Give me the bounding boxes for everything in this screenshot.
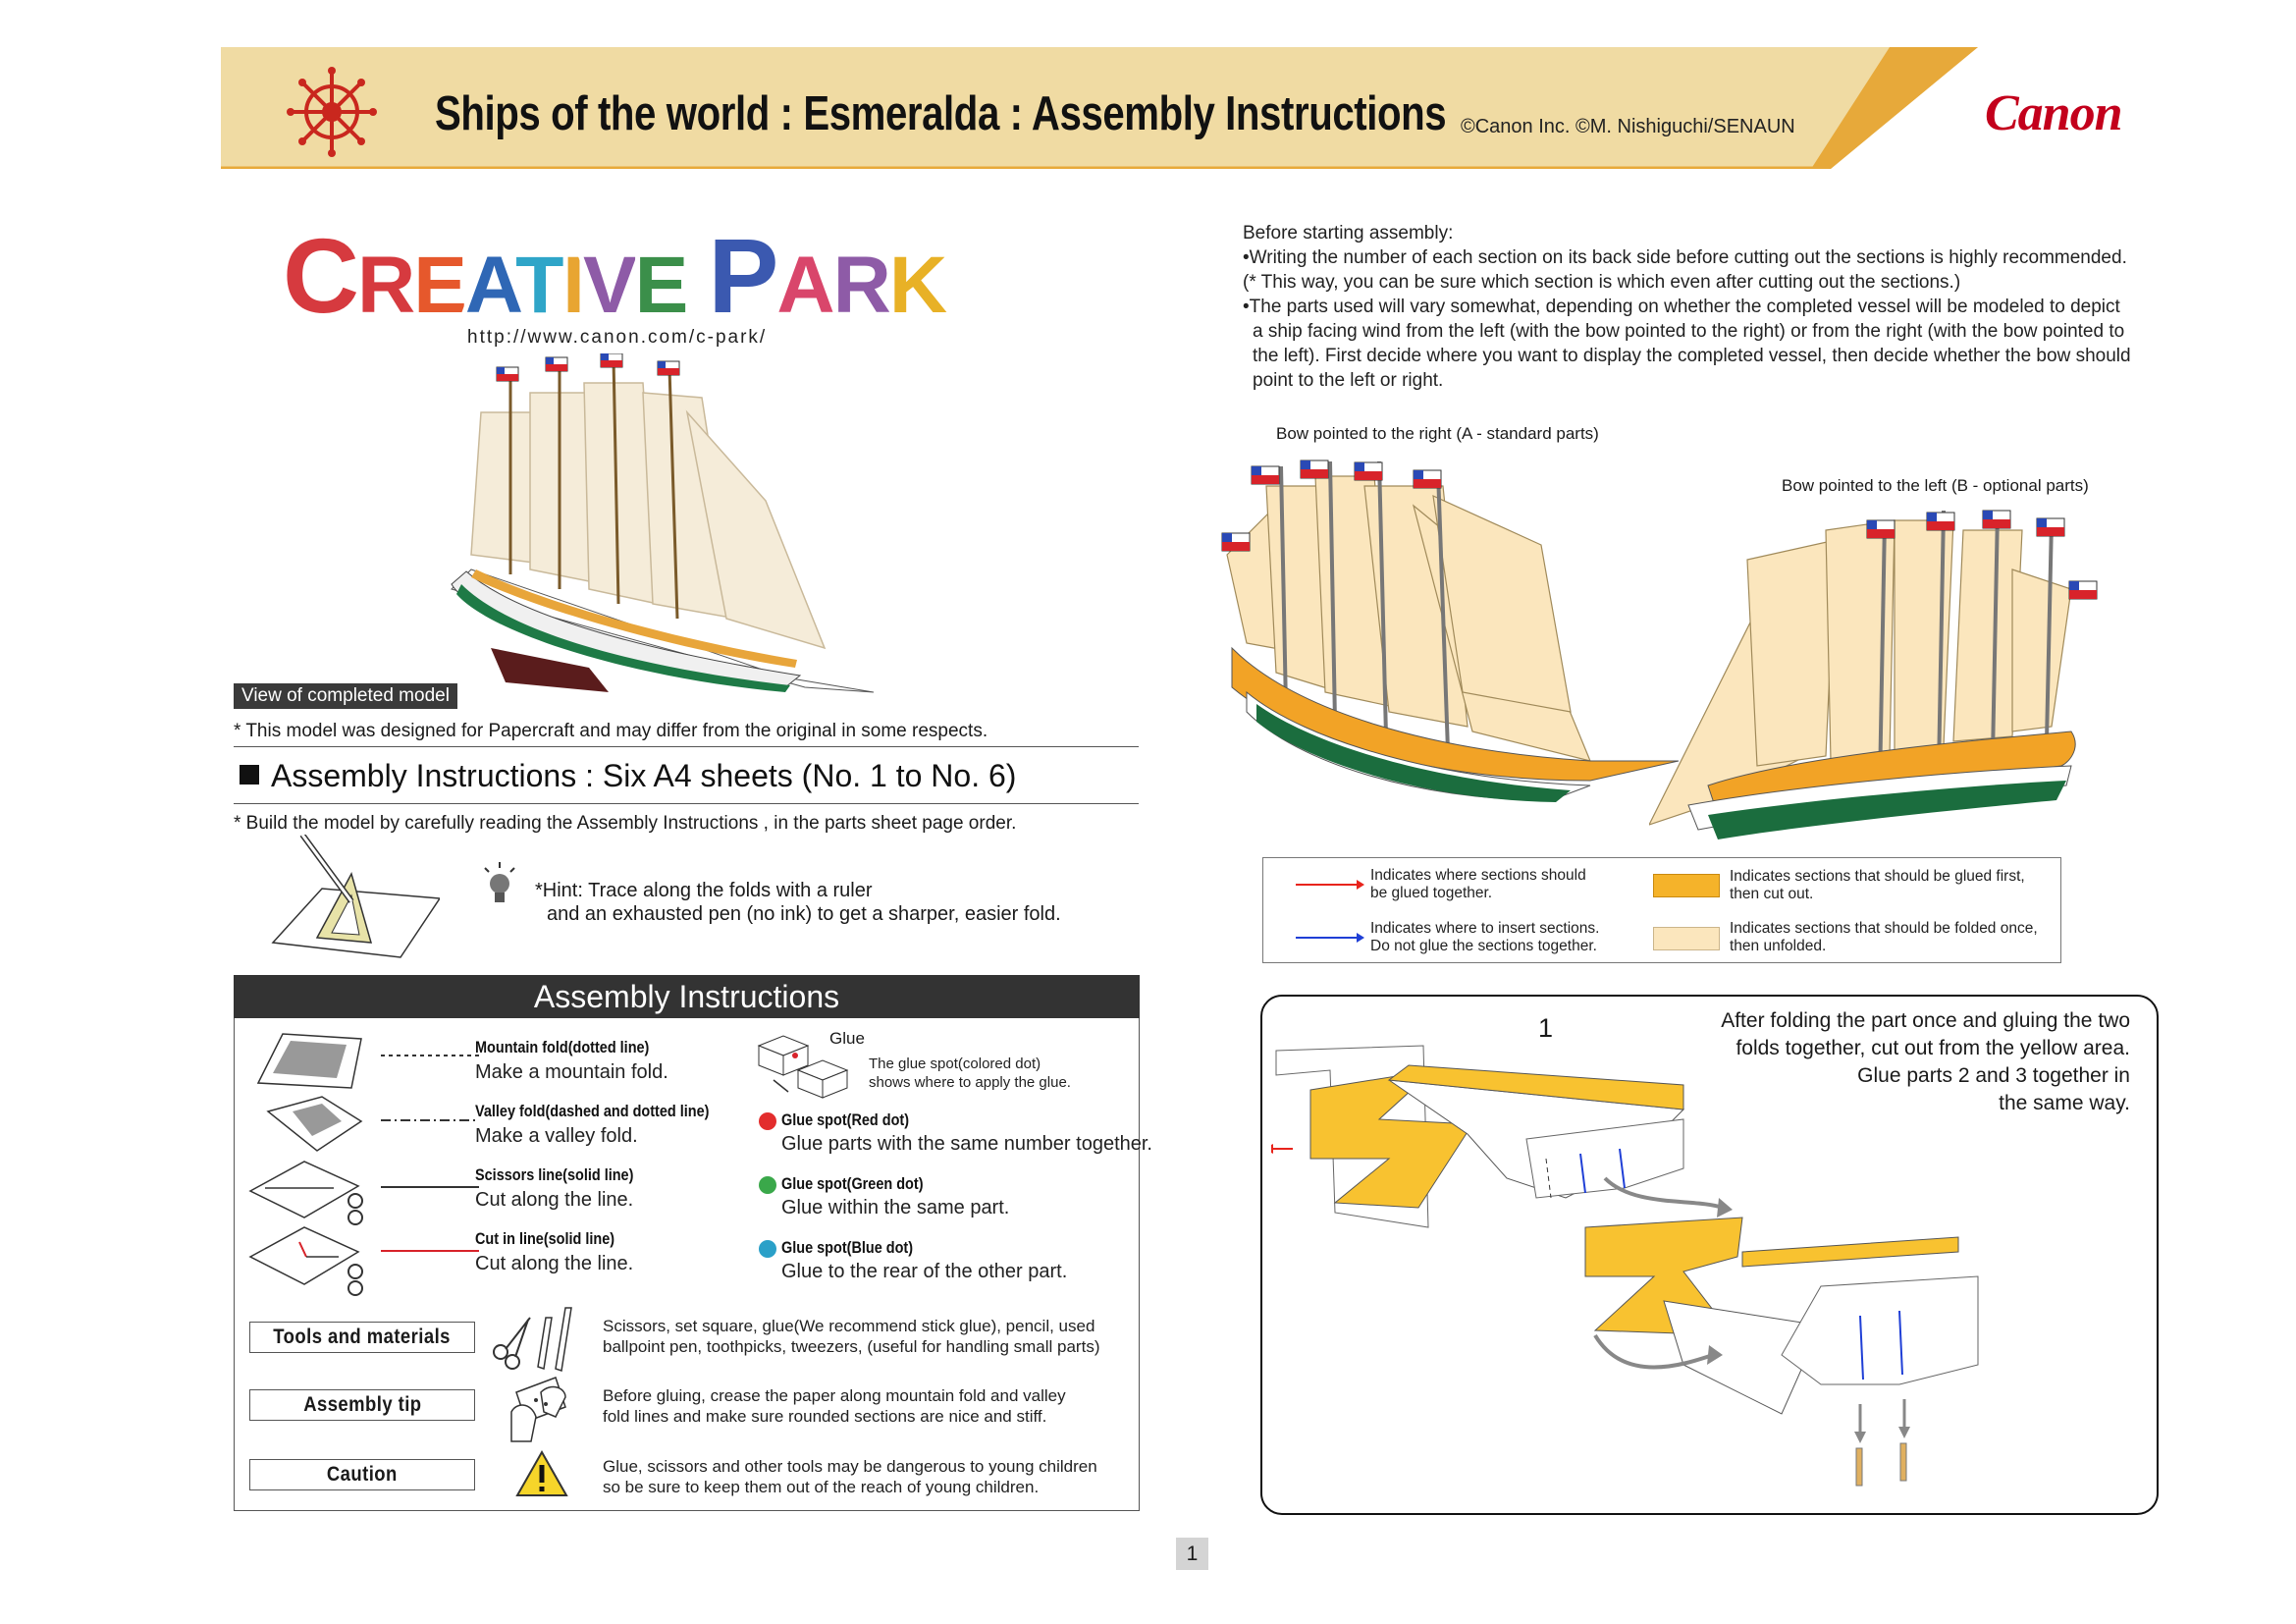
before-line: point to the left or right. xyxy=(1253,370,1444,391)
blue-arrow-icon xyxy=(1296,933,1364,943)
legend-line: then unfolded. xyxy=(1730,938,1827,954)
green-dot-text: Glue within the same part. xyxy=(781,1197,1010,1218)
red-dot-icon xyxy=(759,1112,776,1130)
canon-logo: Canon xyxy=(1985,85,2122,141)
dash-dot-line-icon xyxy=(381,1117,479,1123)
tip-label-text: Assembly tip xyxy=(302,1393,422,1416)
caution-line: so be sure to keep them out of the reach of young children. xyxy=(603,1478,1040,1496)
ruler-fold-illustration xyxy=(263,835,440,962)
assembly-heading: Assembly Instructions xyxy=(234,975,1140,1018)
warning-icon xyxy=(514,1449,569,1498)
mountain-fold-icon xyxy=(253,1029,371,1093)
glue-label: Glue xyxy=(829,1029,865,1048)
legend-line: Indicates sections that should be glued first, xyxy=(1730,868,2025,885)
ship-bow-right-image xyxy=(1217,447,1708,859)
hint-line: *Hint: Trace along the folds with a ruler xyxy=(535,880,873,901)
legend-orange xyxy=(1730,868,2025,903)
red-arrow-icon xyxy=(1296,880,1364,890)
before-assembly-notes xyxy=(1243,221,2165,393)
step-line: Glue parts 2 and 3 together in xyxy=(1857,1064,2130,1087)
red-cut-line-icon xyxy=(381,1248,479,1254)
legend-line: Indicates sections that should be folded once, xyxy=(1730,920,2038,937)
before-line: The parts used will vary somewhat, depending on whether the completed vessel will be modeled to depict xyxy=(1249,297,2120,317)
cut-in-line-text: Cut along the line. xyxy=(475,1253,634,1274)
red-dot-title: Glue spot(Red dot) xyxy=(781,1110,910,1129)
tools-label-text: Tools and materials xyxy=(273,1326,452,1348)
tip-label xyxy=(249,1389,475,1421)
before-line: the left). First decide where you want to display the completed vessel, then decide whether the bow should xyxy=(1253,346,2131,366)
green-dot-icon xyxy=(759,1176,776,1194)
svg-text:CREATIVEPARK: CREATIVE PARK xyxy=(283,216,946,335)
hands-crease-icon xyxy=(507,1373,571,1447)
valley-fold-title: Valley fold(dashed and dotted line) xyxy=(475,1102,710,1120)
before-line: a ship facing wind from the left (with the bow pointed to the right) or from the right (with the bow pointed to xyxy=(1253,321,2125,342)
square-bullet-icon xyxy=(240,765,259,785)
copyright-notice: ©Canon Inc. ©M. Nishiguchi/SENAUN xyxy=(1461,116,1795,137)
sheets-heading xyxy=(240,758,1016,794)
bow-right-caption: Bow pointed to the right (A - standard parts) xyxy=(1276,424,1599,443)
page-number: 1 xyxy=(1176,1538,1208,1570)
cut-in-line-title: Cut in line(solid line) xyxy=(475,1229,615,1248)
green-dot-title: Glue spot(Green dot) xyxy=(781,1174,924,1193)
ship-bow-left-image xyxy=(1649,501,2101,854)
caution-label xyxy=(249,1459,475,1490)
tip-text xyxy=(603,1385,1066,1427)
scissors-line-icon xyxy=(245,1157,373,1225)
mountain-fold-title: Mountain fold(dotted line) xyxy=(475,1038,650,1056)
dotted-line-icon xyxy=(381,1053,479,1058)
valley-fold-icon xyxy=(263,1092,371,1156)
glue-desc-line: shows where to apply the glue. xyxy=(869,1074,1071,1091)
glue-description xyxy=(869,1055,1071,1092)
legend-blue-arrow xyxy=(1370,920,1599,955)
before-line: (* This way, you can be sure which section is which even after cutting out the sections.) xyxy=(1243,272,1961,293)
step-number: 1 xyxy=(1538,1013,1554,1043)
legend-cream xyxy=(1730,920,2038,955)
design-note: * This model was designed for Papercraft and may differ from the original in some respects. xyxy=(234,721,988,741)
valley-fold-text: Make a valley fold. xyxy=(475,1125,638,1147)
solid-line-icon xyxy=(381,1184,479,1190)
cut-in-line-icon xyxy=(245,1218,373,1296)
legend-line: Indicates where sections should xyxy=(1370,867,1586,884)
hint-text xyxy=(535,879,1061,926)
orange-swatch xyxy=(1653,874,1720,897)
tools-label xyxy=(249,1322,475,1353)
bow-left-caption: Bow pointed to the left (B - optional parts) xyxy=(1782,476,2089,495)
bullet-icon: • xyxy=(1243,247,1250,268)
legend-line: Indicates where to insert sections. xyxy=(1370,920,1600,937)
step-line: the same way. xyxy=(1999,1092,2130,1114)
step-line: folds together, cut out from the yellow area. xyxy=(1735,1037,2130,1059)
bullet-icon: • xyxy=(1243,297,1250,317)
blue-dot-icon xyxy=(759,1240,776,1258)
divider xyxy=(234,746,1139,747)
step-line: After folding the part once and gluing the two xyxy=(1721,1009,2130,1032)
hint-line: and an exhausted pen (no ink) to get a sharper, easier fold. xyxy=(547,903,1061,925)
lightbulb-icon xyxy=(481,862,518,911)
divider xyxy=(234,803,1139,804)
glue-desc-line: The glue spot(colored dot) xyxy=(869,1056,1041,1072)
cream-swatch xyxy=(1653,927,1720,950)
legend-red-arrow xyxy=(1370,867,1586,902)
blue-dot-text: Glue to the rear of the other part. xyxy=(781,1261,1068,1282)
page-title: Ships of the world : Esmeralda : Assembly Instructions xyxy=(435,87,1447,140)
before-line: Writing the number of each section on its back side before cutting out the sections is highly recommended. xyxy=(1249,247,2127,268)
tools-icon xyxy=(491,1298,579,1372)
ship-wheel-icon xyxy=(285,65,379,159)
tip-line: Before gluing, crease the paper along mountain fold and valley xyxy=(603,1386,1066,1405)
tools-line: ballpoint pen, toothpicks, tweezers, (useful for handling small parts) xyxy=(603,1337,1100,1356)
blue-dot-title: Glue spot(Blue dot) xyxy=(781,1238,914,1257)
creative-park-logo xyxy=(283,204,989,337)
legend-line: Do not glue the sections together. xyxy=(1370,938,1597,954)
legend-line: be glued together. xyxy=(1370,885,1493,901)
scissors-line-text: Cut along the line. xyxy=(475,1189,634,1211)
mountain-fold-text: Make a mountain fold. xyxy=(475,1061,668,1083)
tools-line: Scissors, set square, glue(We recommend stick glue), pencil, used xyxy=(603,1317,1095,1335)
caution-label-text: Caution xyxy=(327,1463,398,1486)
sheets-heading-text: Assembly Instructions : Six A4 sheets (No. 1 to No. 6) xyxy=(271,758,1017,793)
creative-park-url[interactable]: http://www.canon.com/c-park/ xyxy=(467,327,768,348)
red-dot-text: Glue parts with the same number together. xyxy=(781,1133,1152,1155)
tip-line: fold lines and make sure rounded sections are nice and stiff. xyxy=(603,1407,1047,1426)
caution-line: Glue, scissors and other tools may be dangerous to young children xyxy=(603,1457,1097,1476)
completed-model-image xyxy=(412,353,874,707)
before-heading: Before starting assembly: xyxy=(1243,223,1454,244)
legend-line: then cut out. xyxy=(1730,886,1814,902)
build-note: * Build the model by carefully reading the Assembly Instructions , in the parts sheet page order. xyxy=(234,813,1017,834)
caution-text xyxy=(603,1456,1097,1497)
step-1-diagram xyxy=(1271,1041,2017,1492)
view-completed-label: View of completed model xyxy=(234,683,457,709)
tools-text xyxy=(603,1316,1099,1357)
scissors-line-title: Scissors line(solid line) xyxy=(475,1165,634,1184)
